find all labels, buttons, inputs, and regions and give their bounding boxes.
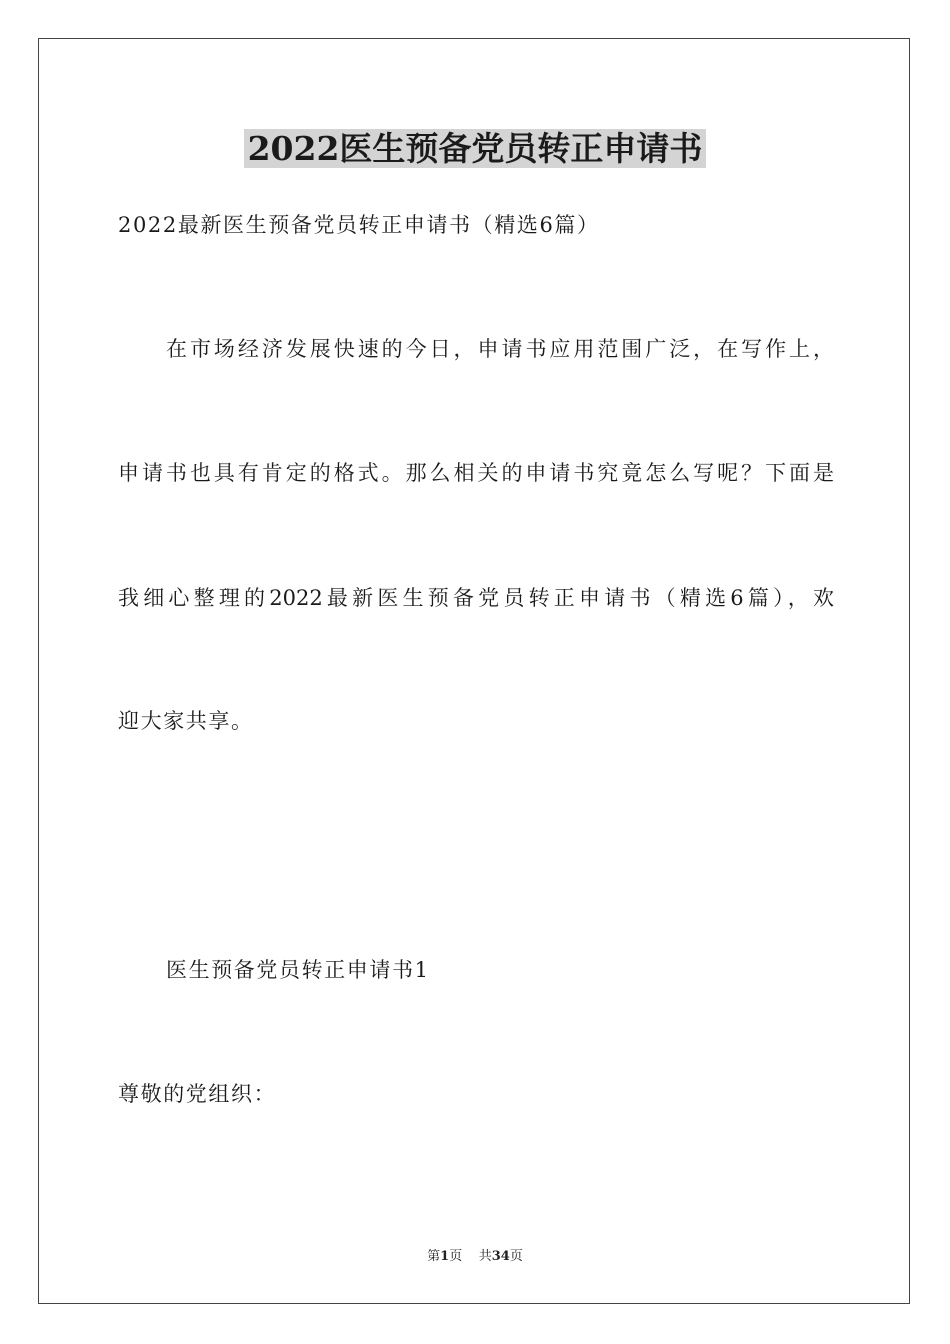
page-footer — [0, 1248, 950, 1266]
intro-line-4: 迎大家共享。 — [118, 709, 254, 733]
document-title — [0, 126, 950, 172]
footer-total-suffix: 页 — [509, 1249, 523, 1264]
footer-total-prefix: 共 — [478, 1249, 492, 1264]
document-title-text: 2022医生预备党员转正申请书 — [244, 129, 707, 168]
footer-page-suffix: 页 — [449, 1249, 463, 1264]
footer-page-number: 1 — [440, 1249, 450, 1264]
section-heading: 医生预备党员转正申请书1 — [166, 958, 430, 982]
footer-page-prefix: 第 — [427, 1249, 441, 1264]
document-subtitle: 2022最新医生预备党员转正申请书（精选6篇） — [118, 213, 600, 237]
intro-line-2: 申请书也具有肯定的格式。那么相关的申请书究竟怎么写呢？下面是 — [118, 461, 834, 485]
salutation: 尊敬的党组织： — [118, 1082, 277, 1106]
footer-total-pages: 34 — [491, 1249, 510, 1264]
intro-line-3: 我细心整理的2022最新医生预备党员转正申请书（精选6篇），欢 — [118, 586, 834, 610]
intro-line-1: 在市场经济发展快速的今日，申请书应用范围广泛，在写作上， — [166, 337, 834, 361]
